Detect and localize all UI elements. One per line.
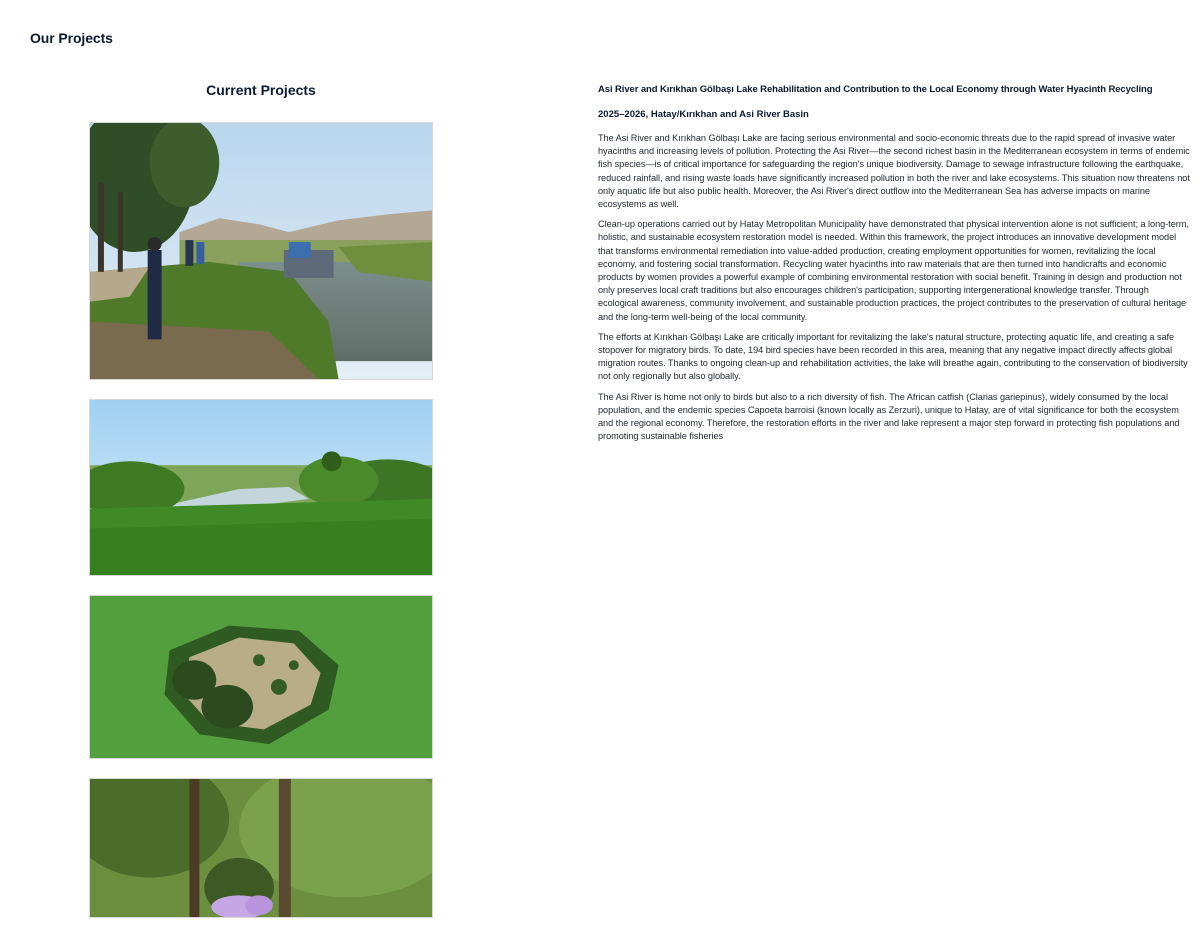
photo-hyacinth-flower-graphic (90, 779, 432, 917)
photo-river-hyacinth-covered-graphic (90, 400, 432, 575)
project-title: Asi River and Kırıkhan Gölbaşı Lake Rehabilitation and Contribution to the Local Economy through Water Hyacinth Recycling (598, 84, 1153, 95)
photo-aerial-island-hyacinth-graphic (90, 596, 432, 758)
page-heading: Our Projects (30, 30, 113, 46)
project-paragraph: The Asi River and Kırıkhan Gölbaşı Lake are facing serious environmental and socio-economic threats due to the rapid spread of invasive water hyacinths and increasing levels of pollution. Protecting the Asi River—the second richest basin in the Mediterranean ecosystem in terms of endemic fish species—is of critical importance for safeguarding the region's unique biodiversity. Damage to sewage infrastructure following the earthquake, reduced rainfall, and rising waste loads have significantly increased pollution in both the river and lake ecosystems. This situation now threatens not only aquatic life but also public health. Moreover, the Asi River's direct outflow into the Mediterranean Sea has adverse impacts on marine ecosystems as well. (598, 133, 1190, 210)
photo-aerial-island-hyacinth[interactable] (89, 595, 433, 759)
project-paragraph: The Asi River is home not only to birds but also to a rich diversity of fish. The African catfish (Clarias gariepinus), widely consumed by the local population, and the endemic species Capoeta barroisi (known locally as Zerzuri), unique to Hatay, are of vital significance for both the ecosystem and the regional economy. Therefore, the restoration efforts in the river and lake represent a major step forward in protecting fish populations and promoting sustainable fisheries (598, 391, 1180, 442)
project-paragraph: Clean-up operations carried out by Hatay Metropolitan Municipality have demonstrated that physical intervention alone is not sufficient; a long-term, holistic, and sustainable ecosystem restoration model is needed. Within this framework, the project introduces an innovative development model that transforms environmental remediation into value-added production, creating employment opportunities for women, revitalizing the local economy, and fostering social transformation. Recycling water hyacinths into raw materials that are then turned into handicrafts and economic products by women provides a powerful example of combining environmental restoration with social benefit. Training in design and production not only preserves local craft traditions but also encourages children's participation, supporting intergenerational knowledge transfer. Through ecological awareness, community involvement, and sustainable production practices, the project contributes to the preservation of cultural heritage and the long-term well-being of the local community. (598, 219, 1189, 322)
photo-river-cleanup-boat[interactable] (89, 122, 433, 380)
project-paragraph: The efforts at Kırıkhan Gölbaşı Lake are critically important for revitalizing the lake's natural structure, protecting aquatic life, and creating a safe stopover for migratory birds. To date, 194 bird species have been recorded in this area, meaning that any negative impact directly affects global migration routes. Thanks to ongoing clean-up and rehabilitation activities, the lake will breathe again, contributing to the conservation of biodiversity not only regionally but also globally. (598, 331, 1188, 382)
current-projects-column (89, 80, 433, 937)
photo-river-cleanup-boat-graphic (90, 123, 432, 379)
photo-hyacinth-flower[interactable] (89, 778, 433, 918)
project-meta: 2025–2026, Hatay/Kırıkhan and Asi River Basin (598, 109, 809, 120)
project-details (598, 83, 1190, 450)
current-projects-heading: Current Projects (206, 82, 316, 98)
photo-river-hyacinth-covered[interactable] (89, 399, 433, 576)
